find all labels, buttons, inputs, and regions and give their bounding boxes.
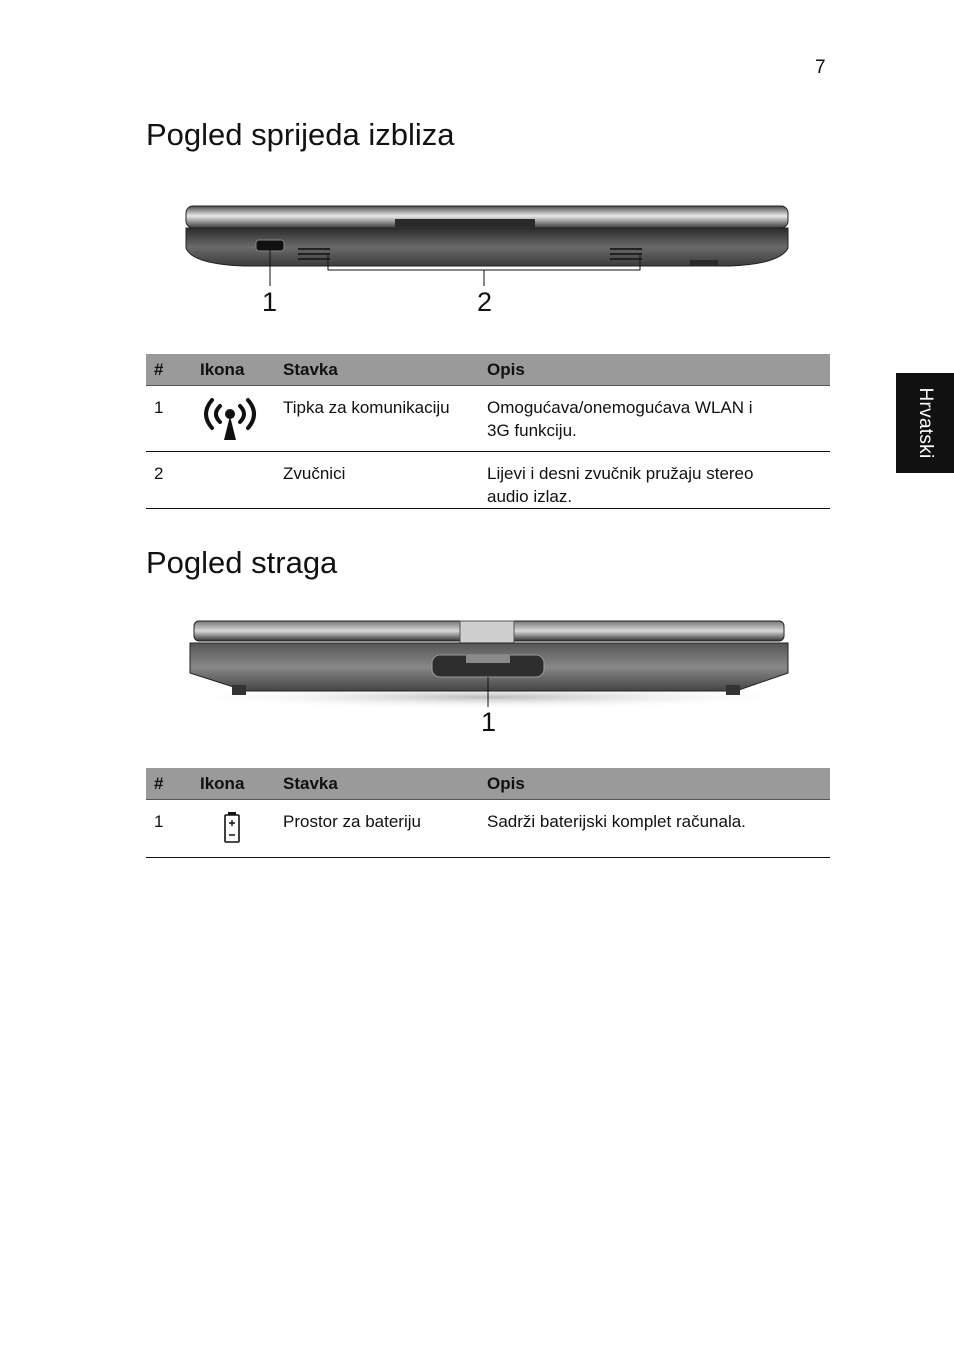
callout-1: 1 bbox=[262, 287, 278, 317]
row-desc bbox=[479, 800, 830, 858]
row-desc-line: Lijevi i desni zvučnik pružaju stereo bbox=[487, 464, 754, 483]
language-tab-label: Hrvatski bbox=[915, 387, 936, 459]
row-num: 1 bbox=[146, 386, 192, 452]
row-icon bbox=[192, 386, 275, 452]
header-item: Stavka bbox=[275, 354, 479, 386]
header-item: Stavka bbox=[275, 768, 479, 800]
row-desc bbox=[479, 452, 830, 509]
row-desc bbox=[479, 386, 830, 452]
front-view-table bbox=[146, 354, 830, 509]
battery-icon bbox=[212, 810, 252, 844]
wireless-communication-icon bbox=[200, 396, 260, 442]
row-desc-line: 3G funkciju. bbox=[487, 421, 577, 440]
section-title-rear: Pogled straga bbox=[146, 545, 338, 580]
table-header-row bbox=[146, 354, 830, 386]
table-row bbox=[146, 452, 830, 509]
row-item: Prostor za bateriju bbox=[275, 800, 479, 858]
row-num: 1 bbox=[146, 800, 192, 858]
callout-2: 2 bbox=[477, 287, 493, 317]
table-header-row bbox=[146, 768, 830, 800]
row-item: Tipka za komunikaciju bbox=[275, 386, 479, 452]
header-icon: Ikona bbox=[192, 768, 275, 800]
page-number: 7 bbox=[815, 57, 826, 78]
section-title-front: Pogled sprijeda izbliza bbox=[146, 117, 455, 152]
row-icon bbox=[192, 800, 275, 858]
rear-view-table bbox=[146, 768, 830, 858]
callout-1: 1 bbox=[481, 707, 497, 737]
header-num: # bbox=[146, 768, 192, 800]
row-num: 2 bbox=[146, 452, 192, 509]
table-row bbox=[146, 800, 830, 858]
header-desc: Opis bbox=[479, 354, 830, 386]
header-desc: Opis bbox=[479, 768, 830, 800]
table-row bbox=[146, 386, 830, 452]
front-view-figure bbox=[170, 200, 810, 320]
row-desc-line: Omogućava/onemogućava WLAN i bbox=[487, 398, 753, 417]
language-tab bbox=[896, 373, 954, 473]
rear-view-figure bbox=[170, 615, 810, 740]
row-item: Zvučnici bbox=[275, 452, 479, 509]
header-icon: Ikona bbox=[192, 354, 275, 386]
header-num: # bbox=[146, 354, 192, 386]
row-desc-line: Sadrži baterijski komplet računala. bbox=[487, 812, 746, 831]
row-icon bbox=[192, 452, 275, 509]
row-desc-line: audio izlaz. bbox=[487, 487, 573, 506]
